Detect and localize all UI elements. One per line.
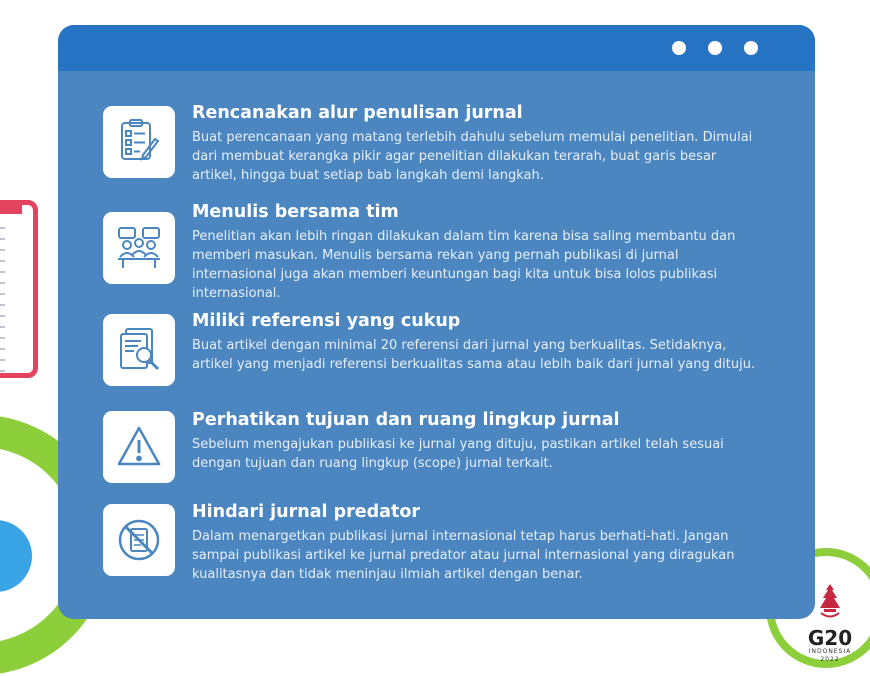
no-document-icon	[103, 504, 175, 576]
window-dot	[708, 41, 722, 55]
window-dots	[672, 41, 758, 55]
tip-description: Penelitian akan lebih ringan dilakukan dalam tim karena bisa saling membantu dan memberi masukan. Menulis bersama rekan yang pernah publikasi di jurnal internasional juga akan memberi keuntungan bagi kita untuk bisa lolos publikasi internasional.	[192, 229, 736, 301]
g20-logo	[798, 582, 862, 664]
g20-logo-text: G20	[807, 626, 853, 650]
tip-description: Sebelum mengajukan publikasi ke jurnal yang dituju, pastikan artikel telah sesuai dengan tujuan dan ruang lingkup (scope) jurnal terkait.	[192, 437, 724, 471]
tip-description: Buat perencanaan yang matang terlebih dahulu sebelum memulai penelitian. Dimulai dari membuat kerangka pikir agar penelitian dilakukan terarah, buat garis besar artikel, hingga buat setiap bab langkah demi langkah.	[192, 130, 753, 183]
g20-logo-year: 2022	[820, 656, 840, 663]
tip-title: Perhatikan tujuan dan ruang lingkup jurnal	[192, 410, 620, 430]
tip-title: Miliki referensi yang cukup	[192, 311, 461, 331]
warning-triangle-icon	[103, 411, 175, 483]
tip-title: Menulis bersama tim	[192, 202, 399, 222]
clipboard-illustration	[0, 200, 38, 378]
window-title-bar	[58, 25, 815, 71]
g20-logo-country: INDONESIA	[808, 648, 852, 655]
clipboard-clip	[0, 200, 22, 214]
window-dot	[672, 41, 686, 55]
checklist-pencil-icon	[103, 106, 175, 178]
tip-description: Buat artikel dengan minimal 20 referensi dari jurnal yang berkualitas. Setidaknya, artikel yang menjadi referensi berkualitas sama atau lebih baik dari jurnal yang dituju.	[192, 338, 756, 372]
tip-title: Hindari jurnal predator	[192, 502, 420, 522]
tip-description: Dalam menargetkan publikasi jurnal internasional tetap harus berhati-hati. Jangan sampai publikasi artikel ke jurnal predator atau jurnal internasional yang diragukan kualitasnya dan tidak meninjau ilmiah artikel dengan benar.	[192, 529, 735, 582]
tips-panel	[58, 25, 815, 619]
window-dot	[744, 41, 758, 55]
team-discussion-icon	[103, 212, 175, 284]
tip-title: Rencanakan alur penulisan jurnal	[192, 103, 523, 123]
document-search-icon	[103, 314, 175, 386]
g20-emblem-icon	[815, 582, 845, 622]
